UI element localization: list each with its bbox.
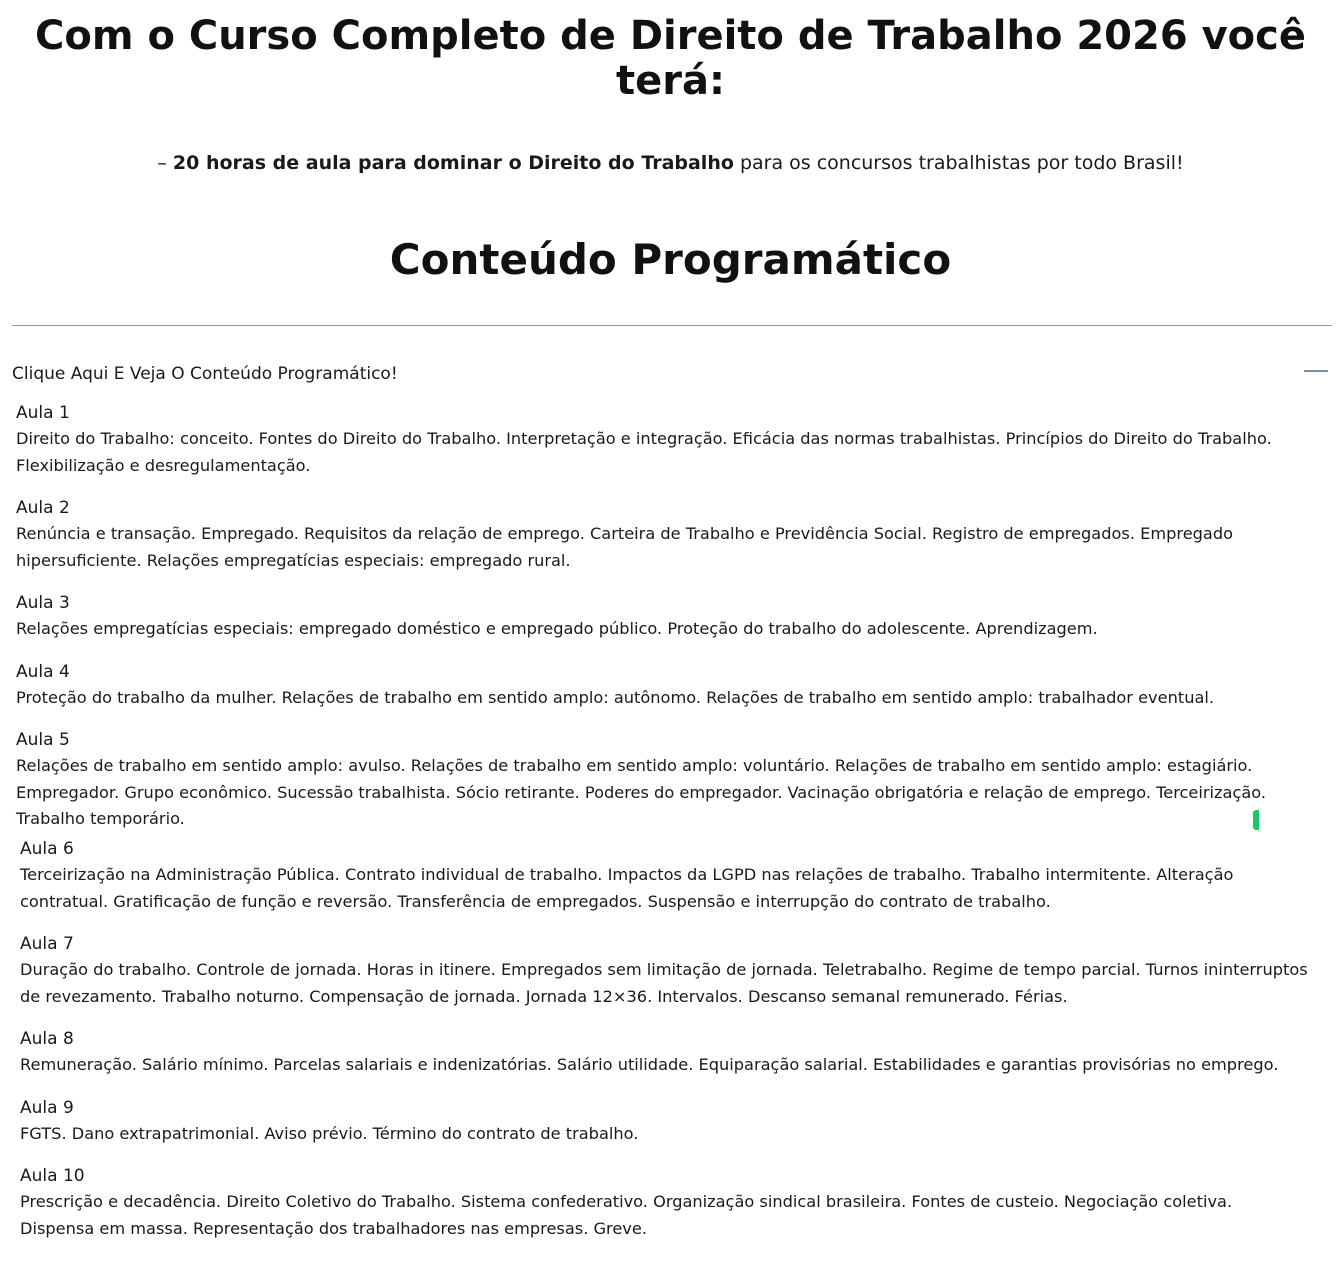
lessons-list-part-1 [16,400,1306,849]
lesson-item [20,1026,1310,1079]
lesson-item [16,495,1306,574]
accordion-label: Clique Aqui E Veja O Conteúdo Programático! [12,364,398,384]
lessons-list-part-2 [20,836,1310,1258]
lesson-title: Aula 6 [20,839,74,859]
lesson-item [20,931,1310,1010]
lesson-item [20,1163,1310,1242]
lesson-item [16,400,1306,479]
intro-rest: para os concursos trabalhistas por todo Brasil! [733,152,1184,174]
lesson-description: Duração do trabalho. Controle de jornada. Horas in itinere. Empregados sem limitação de jornada. Teletrabalho. Regime de tempo parcial. Turnos ininterruptos de revezamento. Trabalho noturno. Compensação de jornada. Jornada 12×36. Intervalos. Descanso semanal remunerado. Férias. [20,960,1308,1006]
lesson-item [20,836,1310,915]
intro-line [0,150,1341,176]
lesson-description: Relações empregatícias especiais: empregado doméstico e empregado público. Proteção do trabalho do adolescente. Aprendizagem. [16,619,1098,638]
lesson-item [16,727,1306,833]
lesson-title: Aula 5 [16,730,70,750]
hero-title-line-2: terá: [616,58,725,104]
lesson-title: Aula 3 [16,593,70,613]
lesson-description: Relações de trabalho em sentido amplo: avulso. Relações de trabalho em sentido amplo: voluntário. Relações de trabalho em sentido amplo: estagiário. Empregador. Grupo econômico. Sucessão trabalhista. Sócio retirante. Poderes do empregador. Vacinação obrigatória e relação de emprego. Terceirização. Trabalho temporário. [16,756,1267,828]
intro-bold: 20 horas de aula para dominar o Direito do Trabalho [172,152,734,174]
lesson-item [20,1095,1310,1148]
lesson-item [16,590,1306,643]
section-title: Conteúdo Programático [389,235,952,284]
lesson-description: Terceirização na Administração Pública. Contrato individual de trabalho. Impactos da LGPD nas relações de trabalho. Trabalho intermitente. Alteração contratual. Gratificação de função e reversão. Transferência de empregados. Suspensão e interrupção do contrato de trabalho. [20,865,1234,911]
hero-title-line-1: Com o Curso Completo de Direito de Trabalho 2026 você [35,13,1306,59]
lesson-description: Remuneração. Salário mínimo. Parcelas salariais e indenizatórias. Salário utilidade. Equiparação salarial. Estabilidades e garantias provisórias no emprego. [20,1055,1279,1074]
floating-chat-button[interactable] [1253,810,1259,830]
lesson-description: Proteção do trabalho da mulher. Relações de trabalho em sentido amplo: autônomo. Relações de trabalho em sentido amplo: trabalhador eventual. [16,687,1215,707]
lesson-title: Aula 1 [16,403,70,423]
lesson-title: Aula 7 [20,934,74,954]
lesson-item [16,659,1306,712]
lesson-description: Direito do Trabalho: conceito. Fontes do Direito do Trabalho. Interpretação e integração. Eficácia das normas trabalhistas. Princípios do Direito do Trabalho. Flexibilização e desregulamentação. [16,429,1272,475]
accordion-toggle[interactable] [12,360,1328,388]
lesson-title: Aula 2 [16,498,70,518]
hero-title [0,14,1341,104]
lesson-title: Aula 8 [20,1029,74,1049]
intro-prefix: – [157,152,173,174]
lesson-description: Prescrição e decadência. Direito Coletivo do Trabalho. Sistema confederativo. Organização sindical brasileira. Fontes de custeio. Negociação coletiva. Dispensa em massa. Representação dos trabalhadores nas empresas. Greve. [20,1192,1233,1238]
lesson-description: FGTS. Dano extrapatrimonial. Aviso prévio. Término do contrato de trabalho. [20,1123,639,1143]
lesson-title: Aula 9 [20,1097,74,1118]
lesson-title: Aula 4 [16,661,70,682]
lesson-title: Aula 10 [20,1166,85,1186]
divider [12,325,1332,326]
lesson-description: Renúncia e transação. Empregado. Requisitos da relação de emprego. Carteira de Trabalho e Previdência Social. Registro de empregados. Empregado hipersuficiente. Relações empregatícias especiais: empregado rural. [16,524,1234,570]
minus-icon[interactable] [1304,370,1328,372]
